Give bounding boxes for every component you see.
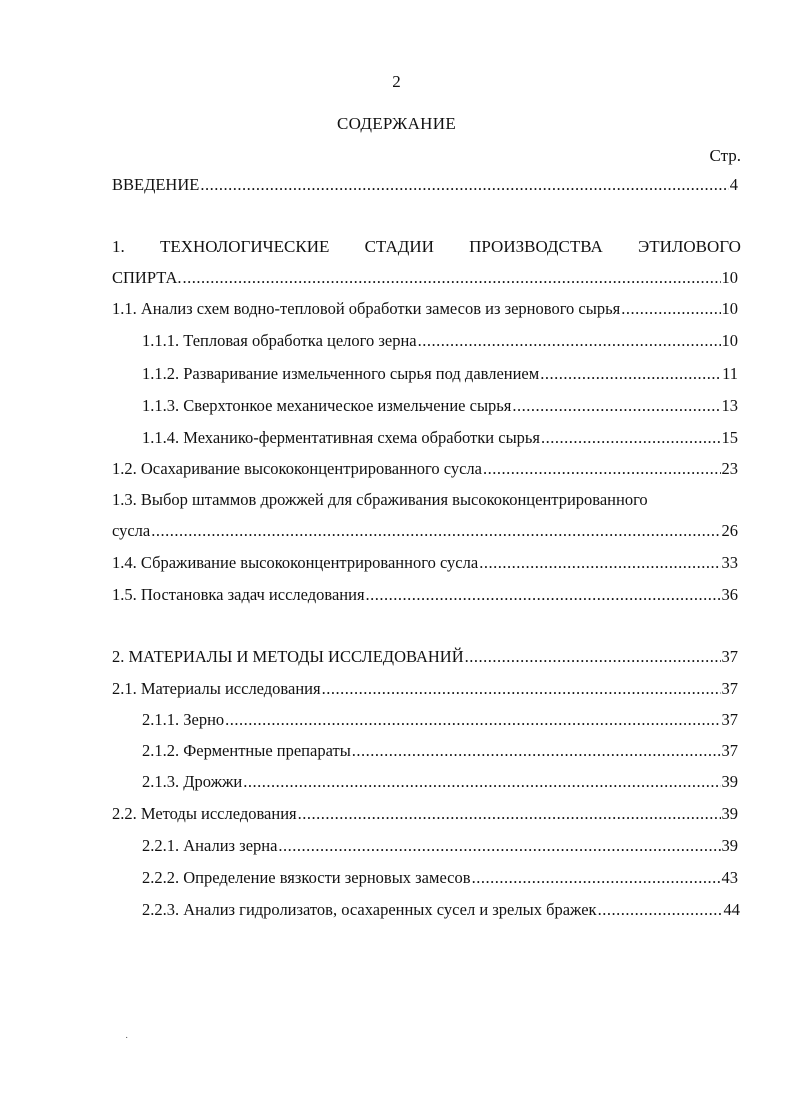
toc-page: 15 (721, 428, 738, 447)
toc-label: 1.1.1. Тепловая обработка целого зерна (142, 331, 417, 350)
toc-page: 36 (721, 585, 738, 604)
toc-page: 10 (721, 331, 738, 350)
toc-entry-2-1 (112, 679, 738, 701)
toc-label: 2.1.2. Ферментные препараты (142, 741, 351, 760)
toc-entry-1-1 (112, 299, 738, 321)
toc-page: 37 (721, 710, 738, 729)
toc-page: 10 (721, 299, 738, 318)
toc-entry-1-4 (112, 553, 738, 575)
toc-leader (298, 804, 721, 824)
toc-entry-2-2-3 (142, 900, 740, 922)
toc-label: 2.2.3. Анализ гидролизатов, осахаренных сусел и зрелых бражек (142, 900, 597, 919)
page-title: СОДЕРЖАНИЕ (336, 114, 457, 133)
toc-leader (621, 299, 720, 319)
toc-leader (278, 836, 720, 856)
toc-page: 37 (721, 679, 738, 698)
toc-label: 1.4. Сбраживание высококонцентрированного сусла (112, 553, 479, 572)
heading-word: ЭТИЛОВОГО (637, 237, 741, 256)
toc-entry-2-1-3 (142, 772, 738, 794)
toc-page: 11 (722, 364, 738, 383)
toc-leader (483, 459, 721, 479)
toc-leader (225, 710, 720, 730)
toc-page: 26 (721, 521, 738, 540)
toc-label: 2.1.1. Зерно (142, 710, 225, 729)
heading-word: ПРОИЗВОДСТВА (469, 237, 603, 256)
toc-page: 44 (723, 900, 740, 919)
toc-label: сусла (112, 521, 151, 540)
toc-page: 37 (721, 741, 738, 760)
toc-leader (243, 772, 720, 792)
toc-label: 1.1.4. Механико-ферментативная схема обработки сырья (142, 428, 541, 447)
toc-entry-2-2-1 (142, 836, 738, 858)
toc-entry-2-2 (112, 804, 738, 826)
scan-speck: ˙ (125, 1036, 129, 1047)
toc-entry-chapter-1 (112, 268, 738, 290)
toc-entry-1-3-line1: 1.3. Выбор штаммов дрожжей для сбраживания высококонцентрированного (112, 490, 648, 509)
toc-leader (598, 900, 723, 920)
toc-leader (200, 175, 728, 195)
toc-leader (541, 428, 720, 448)
toc-entry-1-1-3 (142, 396, 738, 418)
toc-label: ВВЕДЕНИЕ (112, 175, 200, 194)
toc-page: 13 (721, 396, 738, 415)
heading-word: СТАДИИ (364, 237, 434, 256)
toc-entry-1-3 (112, 521, 738, 543)
toc-chapter-1-heading (112, 237, 741, 257)
toc-leader (472, 868, 721, 888)
toc-leader (183, 268, 721, 288)
toc-label: СПИРТА. (112, 268, 182, 287)
toc-leader (465, 647, 721, 667)
toc-entry-1-1-2 (142, 364, 738, 386)
heading-word: ТЕХНОЛОГИЧЕСКИЕ (159, 237, 330, 256)
toc-page: 33 (721, 553, 738, 572)
toc-entry-1-1-1 (142, 331, 738, 353)
toc-entry-1-1-4 (142, 428, 738, 450)
toc-leader (512, 396, 720, 416)
toc-leader (352, 741, 721, 761)
toc-label: 2.1. Материалы исследования (112, 679, 321, 698)
toc-page: 43 (721, 868, 738, 887)
toc-label: 2. МАТЕРИАЛЫ И МЕТОДЫ ИССЛЕДОВАНИЙ (112, 647, 464, 666)
toc-leader (322, 679, 721, 699)
page-number: 2 (392, 72, 401, 91)
toc-label: 2.2.2. Определение вязкости зерновых замесов (142, 868, 471, 887)
toc-page: 37 (721, 647, 738, 666)
page-column-header: Стр. (709, 146, 741, 165)
toc-page: 4 (729, 175, 738, 194)
toc-leader (366, 585, 721, 605)
toc-label: 1.2. Осахаривание высококонцентрированного сусла (112, 459, 482, 478)
toc-entry-chapter-2 (112, 647, 738, 669)
toc-leader (540, 364, 721, 384)
toc-label: 1.1.2. Разваривание измельченного сырья под давлением (142, 364, 540, 383)
toc-entry-2-1-1 (142, 710, 738, 732)
toc-label: 1.1.3. Сверхтонкое механическое измельчение сырья (142, 396, 512, 415)
toc-page: 39 (721, 772, 738, 791)
toc-leader (479, 553, 720, 573)
toc-label: 2.2. Методы исследования (112, 804, 297, 823)
toc-entry-2-1-2 (142, 741, 738, 763)
toc-label: 2.2.1. Анализ зерна (142, 836, 278, 855)
toc-entry-1-5 (112, 585, 738, 607)
toc-page: 23 (721, 459, 738, 478)
toc-entry-1-2 (112, 459, 738, 481)
toc-page: 10 (721, 268, 738, 287)
toc-leader (151, 521, 720, 541)
toc-label: 2.1.3. Дрожжи (142, 772, 243, 791)
toc-page: 39 (721, 836, 738, 855)
toc-entry-2-2-2 (142, 868, 738, 890)
toc-page: 39 (721, 804, 738, 823)
toc-entry-intro (112, 175, 738, 197)
toc-leader (418, 331, 721, 351)
toc-label: 1.1. Анализ схем водно-тепловой обработки замесов из зернового сырья (112, 299, 621, 318)
chapter-number: 1. (112, 237, 125, 256)
toc-label: 1.5. Постановка задач исследования (112, 585, 365, 604)
